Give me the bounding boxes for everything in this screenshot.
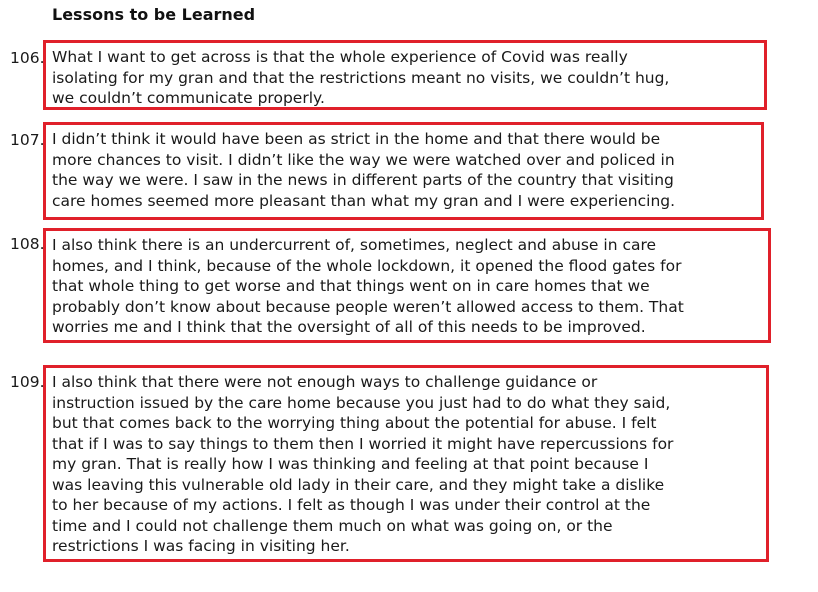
paragraph-number: 107. <box>10 131 45 149</box>
paragraph-line: my gran. That is really how I was thinking and feeling at that point because I <box>52 455 649 473</box>
paragraph-text <box>52 129 755 211</box>
paragraph-line: instruction issued by the care home because you just had to do what they said, <box>52 393 671 412</box>
paragraph-line: that whole thing to get worse and that things went on in care homes that we <box>52 277 650 295</box>
paragraph-line: What I want to get across is that the whole experience of Covid was really <box>52 48 628 66</box>
paragraph-line: restrictions I was facing in visiting her. <box>52 537 350 555</box>
paragraph-line: homes, and I think, because of the whole lockdown, it opened the flood gates for <box>52 256 682 275</box>
paragraph-line: the way we were. I saw in the news in different parts of the country that visiting <box>52 171 674 189</box>
highlighted-paragraph <box>43 40 767 110</box>
paragraph-line: worries me and I think that the oversight of all of this needs to be improved. <box>52 318 646 336</box>
paragraph-text <box>52 47 758 109</box>
highlighted-paragraph <box>43 365 769 562</box>
paragraph-line: we couldn’t communicate properly. <box>52 89 325 107</box>
paragraph-line: more chances to visit. I didn’t like the way we were watched over and policed in <box>52 150 675 169</box>
paragraph-line: time and I could not challenge them much on what was going on, or the <box>52 516 613 535</box>
paragraph-text <box>52 235 762 338</box>
paragraph-line: but that comes back to the worrying thing about the potential for abuse. I felt <box>52 414 657 432</box>
section-heading: Lessons to be Learned <box>52 5 256 24</box>
paragraph-line: that if I was to say things to them then I worried it might have repercussions for <box>52 434 674 453</box>
paragraph-line: probably don’t know about because people weren’t allowed access to them. That <box>52 297 684 316</box>
highlighted-paragraph <box>43 228 771 343</box>
paragraph-text <box>52 372 760 557</box>
paragraph-line: isolating for my gran and that the restrictions meant no visits, we couldn’t hug, <box>52 68 670 87</box>
paragraph-number: 108. <box>10 235 45 253</box>
highlighted-paragraph <box>43 122 764 220</box>
paragraph-number: 106. <box>10 49 45 67</box>
paragraph-line: I also think that there were not enough ways to challenge guidance or <box>52 373 598 391</box>
paragraph-line: care homes seemed more pleasant than what my gran and I were experiencing. <box>52 191 676 210</box>
paragraph-line: was leaving this vulnerable old lady in their care, and they might take a dislike <box>52 475 665 494</box>
paragraph-line: to her because of my actions. I felt as though I was under their control at the <box>52 496 651 514</box>
paragraph-line: I didn’t think it would have been as strict in the home and that there would be <box>52 130 661 148</box>
paragraph-number: 109. <box>10 373 45 391</box>
paragraph-line: I also think there is an undercurrent of, sometimes, neglect and abuse in care <box>52 236 657 254</box>
